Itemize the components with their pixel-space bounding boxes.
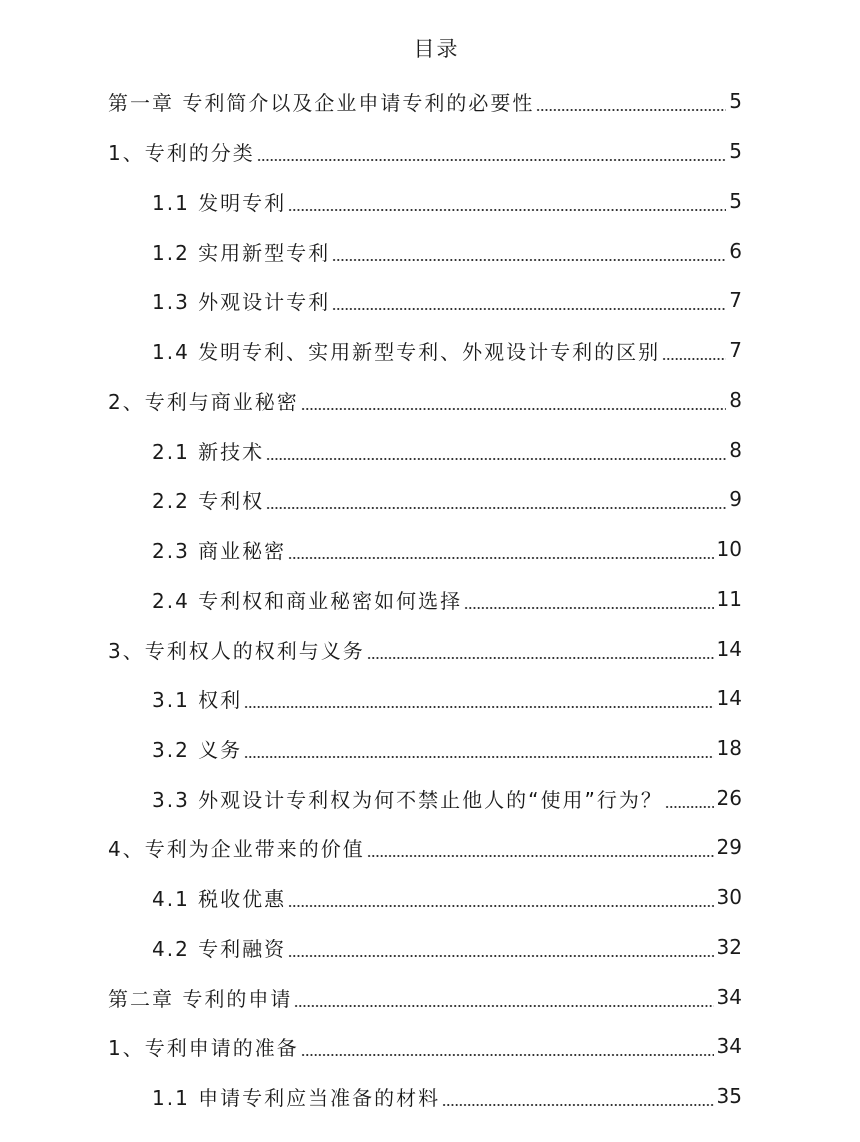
toc-page-number: 35 <box>716 1084 742 1108</box>
toc-page-number: 7 <box>729 288 742 312</box>
toc-entry-ch2-1-1[interactable] <box>152 1071 742 1121</box>
toc-entry-text: 3.1 权利 <box>152 687 243 712</box>
toc-leader-dots <box>665 788 714 808</box>
toc-leader-dots <box>332 241 726 261</box>
toc-entry-3[interactable] <box>108 624 742 674</box>
toc-entry-text: 1.2 实用新型专利 <box>152 240 331 265</box>
toc-entry-text: 2.2 专利权 <box>152 488 265 513</box>
toc-page-number: 34 <box>716 1034 742 1058</box>
toc-entry-text: 1、专利的分类 <box>108 140 255 165</box>
toc-leader-dots <box>288 539 713 559</box>
toc-entry-2-3[interactable] <box>152 524 742 574</box>
toc-page-number: 32 <box>716 935 742 959</box>
toc-page-number: 5 <box>729 139 742 163</box>
toc-entry-2-4[interactable] <box>152 574 742 624</box>
toc-entry-2-1[interactable] <box>152 425 742 475</box>
toc-leader-dots <box>257 141 727 161</box>
toc-leader-dots <box>367 639 714 659</box>
toc-entry-text: 1.1 申请专利应当准备的材料 <box>152 1085 441 1110</box>
toc-entry-text: 2、专利与商业秘密 <box>108 389 299 414</box>
toc-page-number: 7 <box>729 338 742 362</box>
toc-page-number: 9 <box>729 487 742 511</box>
toc-page-number: 26 <box>716 786 742 810</box>
toc-page-number: 34 <box>716 985 742 1009</box>
toc-entry-2-2[interactable] <box>152 474 742 524</box>
toc-entry-text: 3.2 义务 <box>152 737 243 762</box>
toc-entry-text: 4.2 专利融资 <box>152 936 287 961</box>
toc-title: 目录 <box>413 37 460 61</box>
toc-entry-text: 第二章 专利的申请 <box>108 986 293 1011</box>
toc-page-number: 11 <box>716 587 742 611</box>
toc-page-number: 5 <box>729 89 742 113</box>
toc-leader-dots <box>288 887 713 907</box>
toc-page-number: 6 <box>729 239 742 263</box>
toc-entry-4-1[interactable] <box>152 872 742 922</box>
toc-leader-dots <box>301 1036 714 1056</box>
toc-entry-text: 3.3 外观设计专利权为何不禁止他人的“使用”行为？ <box>152 787 663 812</box>
toc-entry-text: 3、专利权人的权利与义务 <box>108 638 365 663</box>
toc-page-number: 10 <box>716 537 742 561</box>
toc-entry-text: 1、专利申请的准备 <box>108 1035 299 1060</box>
toc-leader-dots <box>266 440 726 460</box>
toc-entry-3-1[interactable] <box>152 673 742 723</box>
toc-entry-text: 4.1 税收优惠 <box>152 886 287 911</box>
toc-leader-dots <box>332 290 726 310</box>
toc-entry-text: 2.3 商业秘密 <box>152 538 287 563</box>
toc-leader-dots <box>662 340 726 360</box>
toc-page-number: 8 <box>729 388 742 412</box>
toc-entry-4[interactable] <box>108 822 742 872</box>
toc-entry-1[interactable] <box>108 126 742 176</box>
toc-entry-chapter-1[interactable] <box>108 76 742 126</box>
toc-entry-text: 第一章 专利简介以及企业申请专利的必要性 <box>108 90 535 115</box>
toc-page-number: 8 <box>729 438 742 462</box>
toc-leader-dots <box>244 738 713 758</box>
toc-entry-text: 2.1 新技术 <box>152 439 265 464</box>
toc-entry-3-2[interactable] <box>152 723 742 773</box>
toc-entry-chapter-2[interactable] <box>108 972 742 1022</box>
toc-leader-dots <box>244 688 713 708</box>
toc-leader-dots <box>294 987 713 1007</box>
toc-leader-dots <box>442 1086 713 1106</box>
toc-leader-dots <box>367 837 714 857</box>
toc-entry-1-3[interactable] <box>152 275 742 325</box>
toc-leader-dots <box>288 191 726 211</box>
toc-page-number: 14 <box>716 637 742 661</box>
toc-entry-1-4[interactable] <box>152 325 742 375</box>
toc-entry-ch2-1[interactable] <box>108 1021 742 1071</box>
toc-page-number: 5 <box>729 189 742 213</box>
toc-entry-text: 4、专利为企业带来的价值 <box>108 836 365 861</box>
toc-page-number: 29 <box>716 835 742 859</box>
toc-entry-2[interactable] <box>108 375 742 425</box>
toc-entry-text: 1.1 发明专利 <box>152 190 287 215</box>
toc-leader-dots <box>288 937 713 957</box>
toc-entry-1-1[interactable] <box>152 176 742 226</box>
toc-leader-dots <box>266 489 726 509</box>
toc-entry-1-2[interactable] <box>152 226 742 276</box>
toc-page-number: 14 <box>716 686 742 710</box>
toc-entry-text: 1.4 发明专利、实用新型专利、外观设计专利的区别 <box>152 339 661 364</box>
toc-page-number: 30 <box>716 885 742 909</box>
toc-entry-4-2[interactable] <box>152 922 742 972</box>
toc-leader-dots <box>536 91 726 111</box>
toc-leader-dots <box>464 589 713 609</box>
toc-entry-3-3[interactable] <box>152 773 742 823</box>
toc-entry-text: 2.4 专利权和商业秘密如何选择 <box>152 588 463 613</box>
toc-entry-text: 1.3 外观设计专利 <box>152 289 331 314</box>
toc-leader-dots <box>301 390 727 410</box>
toc-page-number: 18 <box>716 736 742 760</box>
